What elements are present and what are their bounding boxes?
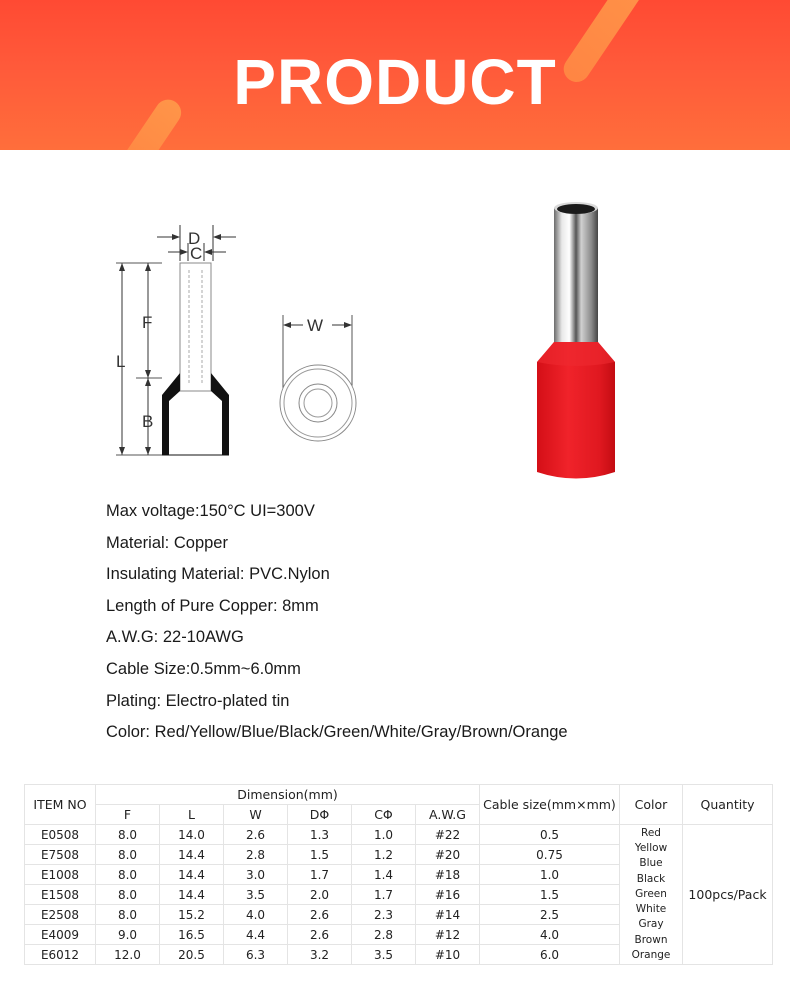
table-header-row bbox=[25, 785, 773, 805]
color-option: Yellow bbox=[634, 842, 668, 855]
label-b: B bbox=[142, 412, 154, 431]
color-option: Blue bbox=[639, 857, 663, 870]
header-item-no: ITEM NO bbox=[25, 785, 96, 825]
cell-c: 1.2 bbox=[352, 845, 416, 865]
cell-f: 12.0 bbox=[96, 945, 160, 965]
cell-colors bbox=[620, 825, 683, 965]
cell-f: 8.0 bbox=[96, 845, 160, 865]
cell-awg: #20 bbox=[416, 845, 480, 865]
cell-f: 9.0 bbox=[96, 925, 160, 945]
cell-item: E7508 bbox=[25, 845, 96, 865]
color-option: Red bbox=[641, 827, 661, 840]
cell-w: 3.5 bbox=[224, 885, 288, 905]
cell-c: 2.8 bbox=[352, 925, 416, 945]
spec-plating: Plating: Electro-plated tin bbox=[106, 691, 290, 710]
cell-d: 2.6 bbox=[288, 905, 352, 925]
cell-d: 2.6 bbox=[288, 925, 352, 945]
cell-item: E1008 bbox=[25, 865, 96, 885]
header-cable-size: Cable size(mm×mm) bbox=[480, 785, 620, 825]
cell-item: E0508 bbox=[25, 825, 96, 845]
header-dimension: Dimension(mm) bbox=[96, 785, 480, 805]
subheader-l: L bbox=[160, 805, 224, 825]
spec-table bbox=[24, 784, 773, 965]
spec-copper-length: Length of Pure Copper: 8mm bbox=[106, 596, 319, 615]
header-color: Color bbox=[620, 785, 683, 825]
cell-f: 8.0 bbox=[96, 825, 160, 845]
spec-material: Material: Copper bbox=[106, 533, 228, 552]
spec-awg: A.W.G: 22-10AWG bbox=[106, 628, 244, 647]
label-l: L bbox=[116, 352, 126, 371]
subheader-f: F bbox=[96, 805, 160, 825]
cell-c: 1.0 bbox=[352, 825, 416, 845]
label-c: C bbox=[190, 244, 203, 263]
label-f: F bbox=[142, 313, 153, 332]
cell-w: 3.0 bbox=[224, 865, 288, 885]
cell-cable: 0.75 bbox=[480, 845, 620, 865]
cell-f: 8.0 bbox=[96, 865, 160, 885]
product-photo bbox=[520, 200, 640, 485]
banner-title: PRODUCT bbox=[233, 46, 557, 118]
cell-quantity: 100pcs/Pack bbox=[683, 825, 773, 965]
cell-item: E4009 bbox=[25, 925, 96, 945]
cell-cable: 1.0 bbox=[480, 865, 620, 885]
color-option: Orange bbox=[631, 948, 671, 961]
cell-awg: #18 bbox=[416, 865, 480, 885]
cell-c: 3.5 bbox=[352, 945, 416, 965]
cell-awg: #12 bbox=[416, 925, 480, 945]
subheader-awg: A.W.G bbox=[416, 805, 480, 825]
label-w: W bbox=[307, 316, 324, 335]
cell-item: E6012 bbox=[25, 945, 96, 965]
cell-cable: 1.5 bbox=[480, 885, 620, 905]
table-row bbox=[25, 825, 773, 845]
cell-awg: #10 bbox=[416, 945, 480, 965]
cell-l: 15.2 bbox=[160, 905, 224, 925]
cell-l: 14.4 bbox=[160, 845, 224, 865]
spec-list bbox=[106, 500, 568, 753]
cell-item: E1508 bbox=[25, 885, 96, 905]
cell-cable: 6.0 bbox=[480, 945, 620, 965]
spec-cable-size: Cable Size:0.5mm~6.0mm bbox=[106, 659, 301, 678]
cell-awg: #22 bbox=[416, 825, 480, 845]
product-banner bbox=[0, 0, 790, 150]
cell-l: 14.0 bbox=[160, 825, 224, 845]
cell-l: 16.5 bbox=[160, 925, 224, 945]
spec-insulating-material: Insulating Material: PVC.Nylon bbox=[106, 565, 330, 584]
subheader-d: DΦ bbox=[288, 805, 352, 825]
cell-w: 2.8 bbox=[224, 845, 288, 865]
cell-d: 1.5 bbox=[288, 845, 352, 865]
cell-w: 6.3 bbox=[224, 945, 288, 965]
cell-w: 2.6 bbox=[224, 825, 288, 845]
cell-w: 4.4 bbox=[224, 925, 288, 945]
cell-cable: 0.5 bbox=[480, 825, 620, 845]
cell-c: 1.7 bbox=[352, 885, 416, 905]
header-quantity: Quantity bbox=[683, 785, 773, 825]
cell-d: 2.0 bbox=[288, 885, 352, 905]
cell-awg: #14 bbox=[416, 905, 480, 925]
color-option: White bbox=[635, 903, 667, 916]
subheader-c: CΦ bbox=[352, 805, 416, 825]
label-d: D bbox=[188, 229, 201, 248]
cell-cable: 4.0 bbox=[480, 925, 620, 945]
color-option: Green bbox=[635, 887, 667, 900]
color-option: Gray bbox=[638, 918, 664, 931]
color-option: Brown bbox=[634, 933, 668, 946]
cell-item: E2508 bbox=[25, 905, 96, 925]
cell-l: 14.4 bbox=[160, 865, 224, 885]
cell-d: 1.7 bbox=[288, 865, 352, 885]
cell-awg: #16 bbox=[416, 885, 480, 905]
color-option: Black bbox=[636, 872, 666, 885]
cell-c: 2.3 bbox=[352, 905, 416, 925]
spec-max-voltage: Max voltage:150°C UI=300V bbox=[106, 502, 315, 520]
cell-cable: 2.5 bbox=[480, 905, 620, 925]
cell-d: 3.2 bbox=[288, 945, 352, 965]
cell-w: 4.0 bbox=[224, 905, 288, 925]
cell-f: 8.0 bbox=[96, 885, 160, 905]
subheader-w: W bbox=[224, 805, 288, 825]
cell-l: 20.5 bbox=[160, 945, 224, 965]
cell-d: 1.3 bbox=[288, 825, 352, 845]
cell-c: 1.4 bbox=[352, 865, 416, 885]
dimension-diagram bbox=[100, 215, 380, 465]
spec-color: Color: Red/Yellow/Blue/Black/Green/White/Gray/Brown/Orange bbox=[106, 723, 568, 742]
cell-f: 8.0 bbox=[96, 905, 160, 925]
cell-l: 14.4 bbox=[160, 885, 224, 905]
